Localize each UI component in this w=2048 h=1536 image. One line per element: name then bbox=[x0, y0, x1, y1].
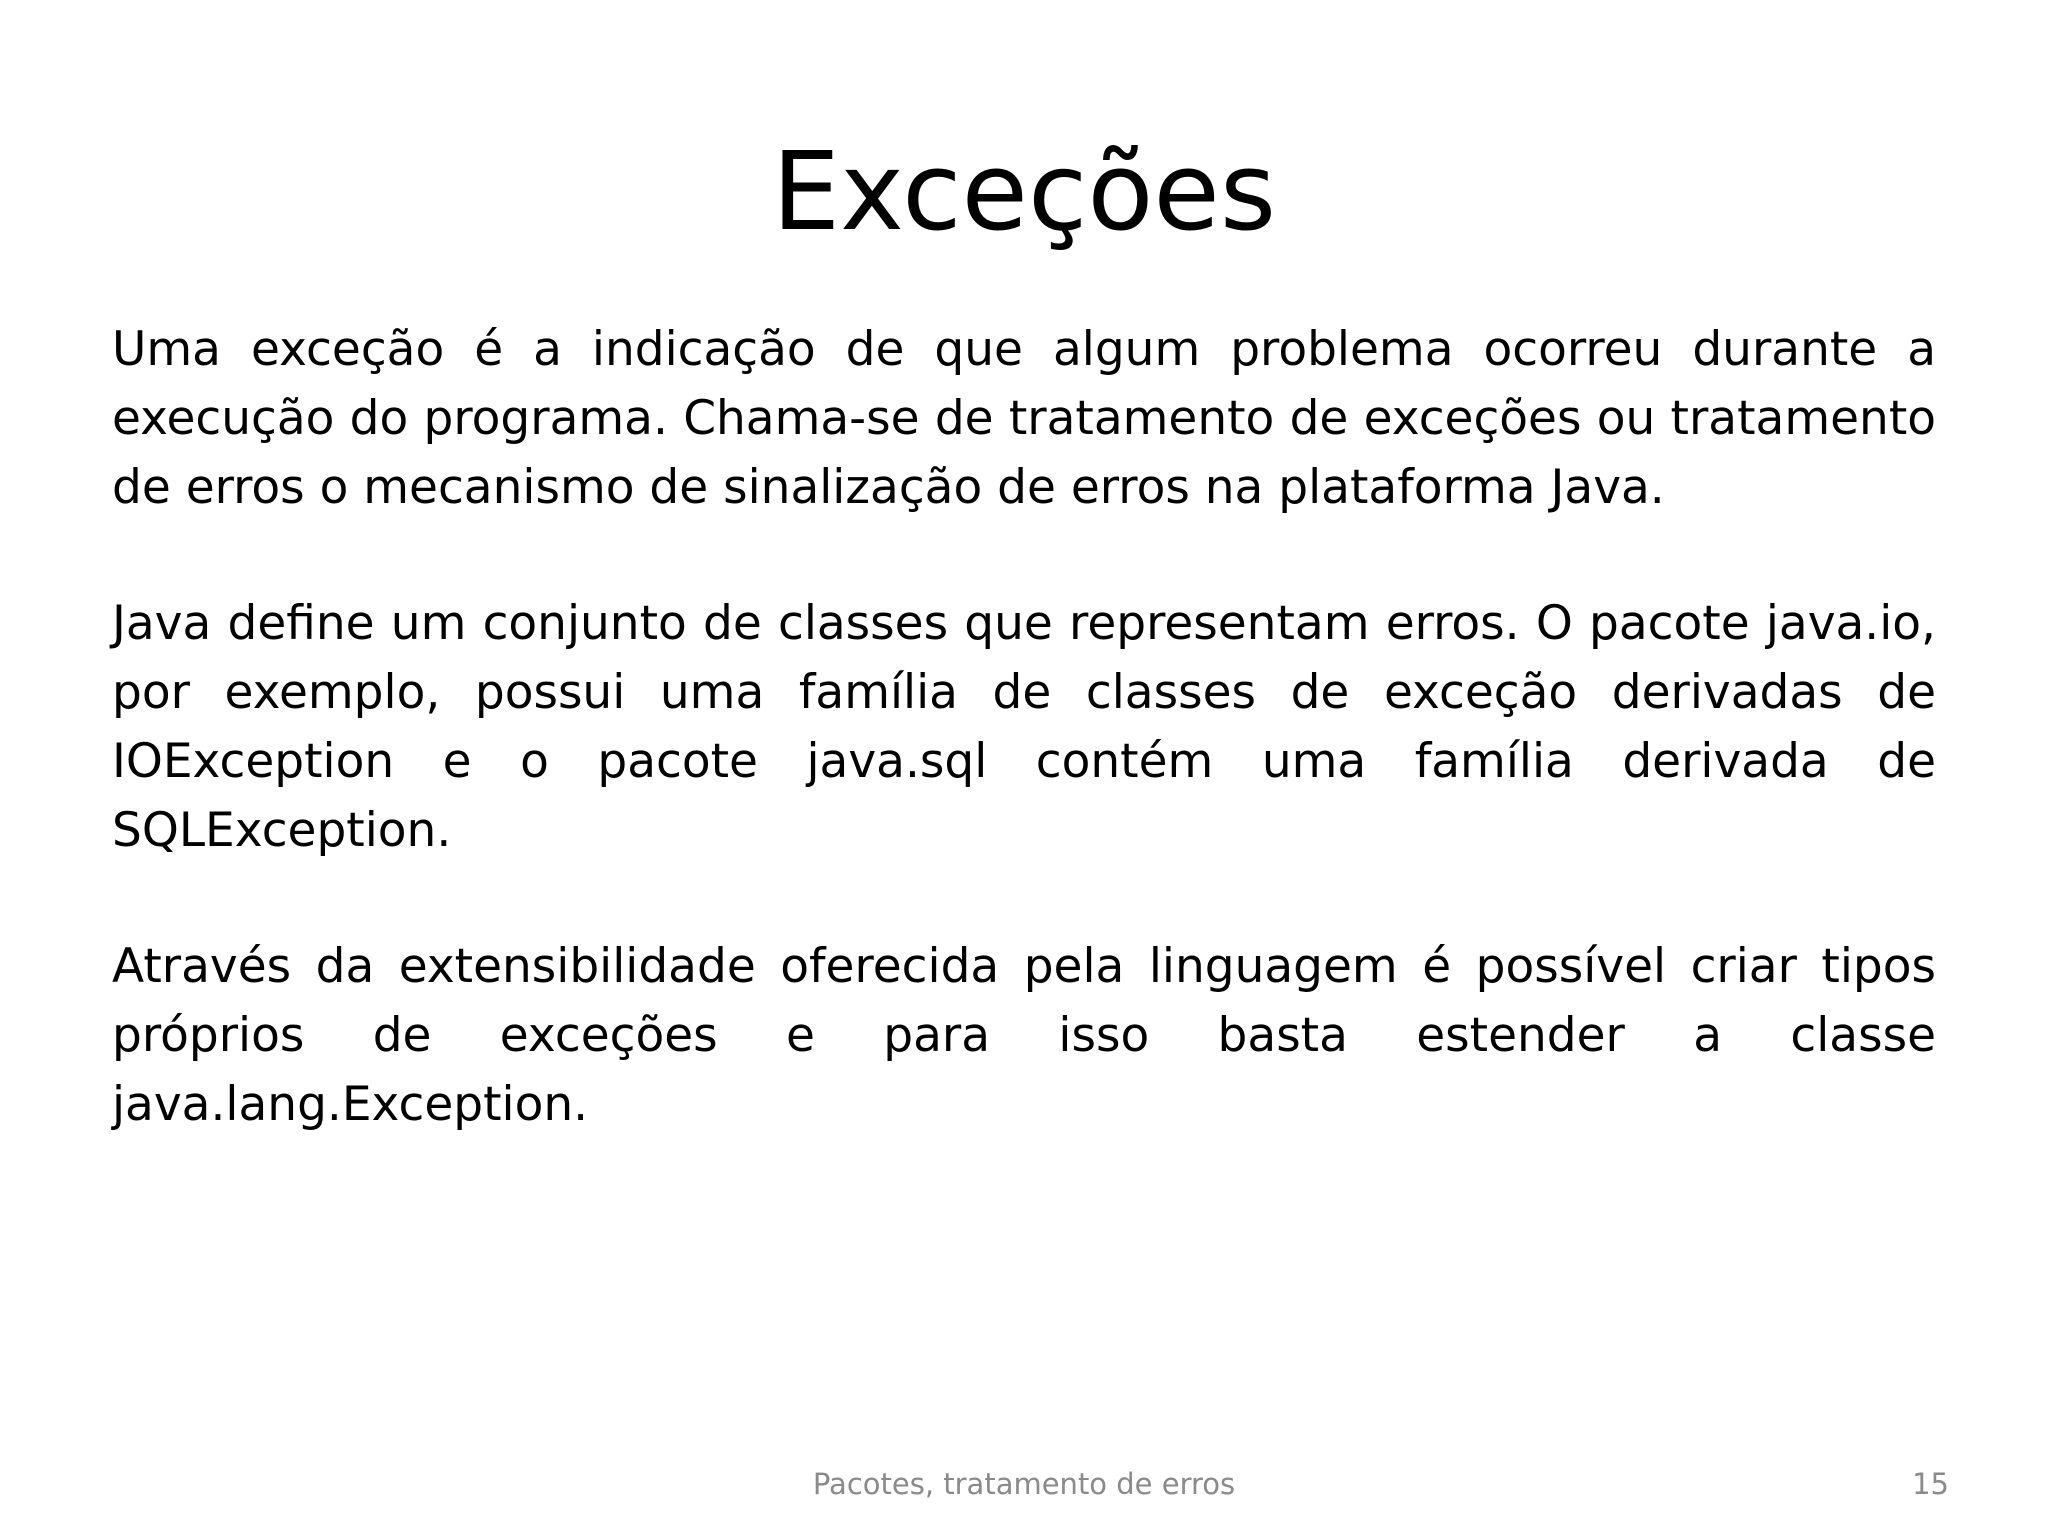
slide-title: Exceções bbox=[771, 130, 1277, 255]
paragraph-java-classes: Java define um conjunto de classes que representam erros. O pacote java.io, por exemplo, possui uma família de classes de exceção derivadas de IOException e o pacote java.sql contém uma família derivada de SQLException. bbox=[112, 596, 1936, 858]
page-number: 15 bbox=[1912, 1467, 1949, 1501]
paragraph-extensibility: Através da extensibilidade oferecida pela linguagem é possível criar tipos próprios de exceções e para isso basta estender a classe java.lang.Exception. bbox=[112, 939, 1936, 1132]
slide-body bbox=[112, 315, 1936, 1206]
footer-text: Pacotes, tratamento de erros bbox=[812, 1467, 1236, 1501]
paragraph-definition: Uma exceção é a indicação de que algum problema ocorreu durante a execução do programa. Chama-se de tratamento de exceções ou tratamento de erros o mecanismo de sinalização de erros na plataforma Java. bbox=[112, 322, 1936, 515]
